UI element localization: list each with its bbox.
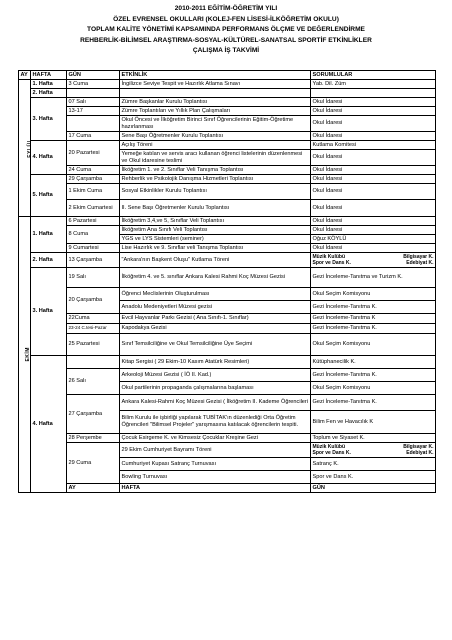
responsible-cell: Toplum ve Siyaset K.	[311, 434, 436, 443]
activity-cell: Sene Başı Öğretmenler Kurulu Toplantısı	[120, 132, 311, 141]
week-label: 1. Hafta	[31, 80, 67, 89]
responsible-cell: Okul İdaresi	[311, 166, 436, 175]
day-cell: 8 Cuma	[67, 226, 120, 244]
responsible-cell: Okul Seçim Komisyonu	[311, 288, 436, 301]
header-sorumlular: SORUMLULAR	[311, 71, 436, 80]
responsible-line-d: Edebiyat K.	[406, 260, 434, 266]
responsible-cell: Okul İdaresi	[311, 116, 436, 132]
responsible-cell: Satranç K.	[311, 458, 436, 471]
responsible-cell: Okul İdaresi	[311, 150, 436, 166]
responsible-line-a: Müzik Kulübü	[312, 444, 345, 450]
responsible-cell: Gezi İnceleme-Tanıtma K	[311, 314, 436, 324]
table-row	[19, 98, 436, 107]
activity-cell: Okul Öncesi ve İlköğretim Birinci Sınıf Öğrencilerinin Eğitim-Öğretime hazırlanması	[120, 116, 311, 132]
responsible-line-b: Bilgisayar K.	[403, 254, 434, 260]
table-row	[19, 217, 436, 226]
activity-cell: Bilim Kurulu ile işbirliği yapılarak TUBİTAK'ın düzenlediği Orta Öğretim Öğrencileri "Bilimsel Projeler" yarışmasına katılacak öğrencilerin tespiti.	[120, 411, 311, 434]
activity-cell: Sosyal Etkinlikler Kurulu Toplantısı	[120, 184, 311, 200]
week-label: 4. Hafta	[31, 141, 67, 175]
table-row	[19, 244, 436, 253]
table-row	[19, 89, 436, 98]
day-cell	[67, 116, 120, 132]
header-etkinlik: ETKİNLİK	[120, 71, 311, 80]
activity-cell: Öğrenci Meclislerinin Oluşturulması	[120, 288, 311, 301]
activity-cell: Okul partilerinin propaganda çalışmalarına başlaması	[120, 382, 311, 395]
responsible-cell: Okul İdaresi	[311, 184, 436, 200]
activity-cell: Çocuk Esirgeme K. ve Kimsesiz Çocuklar Kreşine Gezi	[120, 434, 311, 443]
table-row	[19, 268, 436, 288]
week-label: 5. Hafta	[31, 175, 67, 217]
week-label: 2. Hafta	[31, 89, 67, 98]
table-row	[19, 166, 436, 175]
responsible-cell	[311, 443, 436, 458]
day-cell: 26 Salı	[67, 369, 120, 395]
responsible-cell: Kutlama Komitesi	[311, 141, 436, 150]
responsible-cell: Gezi İnceleme-Tanıtma K.	[311, 395, 436, 411]
responsible-cell: Okul İdaresi	[311, 200, 436, 217]
activity-cell: Arkeoloji Müzesi Gezisi ( İÖ II. Kad.)	[120, 369, 311, 382]
week-label: 2. Hafta	[31, 253, 67, 268]
schedule-table	[18, 70, 436, 493]
header-hafta: HAFTA	[31, 71, 67, 80]
responsible-cell: Okul Seçim Komisyonu	[311, 334, 436, 356]
activity-cell: Zümre Toplantıları ve Yıllık Plan Çalışmaları	[120, 107, 311, 116]
day-cell: 19 Salı	[67, 268, 120, 288]
table-row	[19, 253, 436, 268]
activity-cell: 29 Ekim Cumhuriyet Bayramı Töreni	[120, 443, 311, 458]
activity-cell: Zümre Başkanlar Kurulu Toplantısı	[120, 98, 311, 107]
responsible-cell: Yab. Dil. Züm	[311, 80, 436, 89]
title-line-2: ÖZEL EVRENSEL OKULLARI (KOLEJ-FEN LİSESİ-İLKÖĞRETİM OKULU)	[113, 15, 339, 23]
activity-cell: Rehberlik ve Psikolojik Danışma Hizmetleri Toplantısı	[120, 175, 311, 184]
table-row	[19, 443, 436, 458]
activity-cell: İngilizce Seviye Tespit ve Hazırlık Atlama Sınavı	[120, 80, 311, 89]
day-cell: 1 Ekim Cuma	[67, 184, 120, 200]
footer-gun: GÜN	[311, 484, 436, 493]
day-cell: 9 Cumartesi	[67, 244, 120, 253]
week-label: 1. Hafta	[31, 217, 67, 253]
table-row	[19, 324, 436, 334]
day-cell	[67, 356, 120, 369]
activity-cell: Yemeğe katılan ve servis aracı kullanan öğrenci listelerinin düzenlenmesi ve Okul idaresine teslimi	[120, 150, 311, 166]
table-row	[19, 141, 436, 150]
activity-cell: YGS ve LYS Sistemleri (seminer)	[120, 235, 311, 244]
footer-hafta: HAFTA	[120, 484, 311, 493]
header-ay: AY	[19, 71, 31, 80]
activity-cell: İlköğretim 1. ve 2. Sınıflar Veli Tanışma Toplantısı	[120, 166, 311, 175]
table-row	[19, 395, 436, 411]
responsible-line-c: Spor ve Dans K.	[312, 450, 351, 456]
responsible-cell: Bilim Fen ve Havacılık K	[311, 411, 436, 434]
activity-cell: Cumhuriyet Kupası Satranç Turnuvası	[120, 458, 311, 471]
responsible-cell: Kütüphanecilik K.	[311, 356, 436, 369]
activity-cell: Açılış Töreni	[120, 141, 311, 150]
activity-cell: II. Sene Başı Öğretmenler Kurulu Toplantısı	[120, 200, 311, 217]
activity-cell: İlköğretim Ana Sınıfı Veli Toplantısı	[120, 226, 311, 235]
table-row	[19, 356, 436, 369]
day-cell: 3 Cuma	[67, 80, 120, 89]
day-cell: 29 Çarşamba	[67, 175, 120, 184]
day-cell: 13 Çarşamba	[67, 253, 120, 268]
footer-ay: AY	[67, 484, 120, 493]
table-row	[19, 175, 436, 184]
table-row	[19, 116, 436, 132]
table-row	[19, 288, 436, 301]
activity-cell: Anadolu Medeniyetleri Müzesi gezisi	[120, 301, 311, 314]
day-cell	[67, 89, 120, 98]
day-cell: 25 Pazartesi	[67, 334, 120, 356]
day-cell: 07 Salı	[67, 98, 120, 107]
responsible-cell: Gezi İnceleme-Tanıtma ve Turizm K.	[311, 268, 436, 288]
responsible-cell	[311, 253, 436, 268]
activity-cell: Evcil Hayvanlar Parkı Gezisi ( Ana Sınıfı-1. Sınıflar)	[120, 314, 311, 324]
activity-cell: İlköğretim 3,4,ve 5, Sınıflar Veli Toplantısı	[120, 217, 311, 226]
table-row	[19, 434, 436, 443]
day-cell: 20 Çarşamba	[67, 288, 120, 314]
day-cell: 24 Cuma	[67, 166, 120, 175]
day-cell: 17 Cuma	[67, 132, 120, 141]
table-row	[19, 107, 436, 116]
title-line-3: TOPLAM KALİTE YÖNETİMİ KAPSAMINDA PERFORMANS ÖLÇME VE DEĞERLENDİRME	[87, 26, 365, 33]
responsible-cell: Okul Seçim Komisyonu	[311, 382, 436, 395]
page-titles	[0, 0, 452, 57]
day-cell: 6 Pazartesi	[67, 217, 120, 226]
responsible-cell: Okul İdaresi	[311, 98, 436, 107]
day-cell: 28 Perşembe	[67, 434, 120, 443]
week-label: 3. Hafta	[31, 98, 67, 141]
responsible-cell: Okul İdaresi	[311, 244, 436, 253]
responsible-line-a: Müzik Kulübü	[312, 254, 345, 260]
month-ekim: EKİM	[19, 217, 31, 493]
table-row	[19, 314, 436, 324]
activity-cell: İlköğretim 4. ve 5. sınıflar Ankara Kalesi Rahmi Koç Müzesi Gezisi	[120, 268, 311, 288]
activity-cell: "Ankara'nın Başkent Oluşu" Kutlama Töreni	[120, 253, 311, 268]
header-gun: GÜN	[67, 71, 120, 80]
title-line-1: 2010-2011 EĞİTİM-ÖĞRETİM YILI	[174, 5, 278, 12]
table-row	[19, 200, 436, 217]
responsible-cell: Okul İdaresi	[311, 107, 436, 116]
responsible-cell: Okul İdaresi	[311, 226, 436, 235]
activity-cell: Sınıf Temsilciliğine ve Okul Temsilciliğine Üye Seçimi	[120, 334, 311, 356]
activity-cell: Ankara Kalesi-Rahmi Koç Müzesi Gezisi ( İlköğretim II. Kademe Öğrencileri	[120, 395, 311, 411]
week-label: 4. Hafta	[31, 356, 67, 493]
month-eylul: EYLÜL	[19, 80, 31, 217]
responsible-line-d: Edebiyat K.	[406, 450, 434, 456]
activity-cell: Kitap Sergisi ( 29 Ekim-10 Kasım Atatürk Resimleri)	[120, 356, 311, 369]
responsible-line-b: Bilgisayar K.	[403, 444, 434, 450]
activity-cell	[120, 89, 311, 98]
responsible-cell: Okul İdaresi	[311, 175, 436, 184]
responsible-cell: Gezi İnceleme-Tanıtma K.	[311, 301, 436, 314]
week-label: 3. Hafta	[31, 268, 67, 356]
responsible-line-c: Spor ve Dans K.	[312, 260, 351, 266]
day-cell: 23-24 C.tesi-Pazar	[67, 324, 120, 334]
table-row	[19, 184, 436, 200]
day-cell: 22Cuma	[67, 314, 120, 324]
table-footer-row	[19, 484, 436, 493]
table-row	[19, 369, 436, 382]
responsible-cell: Gezi İnceleme-Tanıtma K.	[311, 324, 436, 334]
activity-cell: Bowling Turnuvası	[120, 471, 311, 484]
responsible-cell: Okul İdaresi	[311, 132, 436, 141]
table-row	[19, 80, 436, 89]
table-row	[19, 132, 436, 141]
day-cell: 2 Ekim Cumartesi	[67, 200, 120, 217]
table-row	[19, 334, 436, 356]
responsible-cell: Gezi İnceleme-Tanıtma K.	[311, 369, 436, 382]
title-line-4: REHBERLİK-BİLİMSEL ARAŞTIRMA-SOSYAL-KÜLTÜREL-SANATSAL SPORTİF ETKİNLİKLER	[80, 36, 372, 44]
responsible-cell: Oğuz KÖYLÜ	[311, 235, 436, 244]
table-row	[19, 226, 436, 235]
activity-cell: Lise Hazırlık ve 9. Sınıflar veli Tanışma Toplantısı	[120, 244, 311, 253]
title-line-5: ÇALIŞMA İŞ TAKVİMİ	[192, 47, 260, 54]
activity-cell: Kapodakya Gezisi	[120, 324, 311, 334]
day-cell: 20 Pazartesi	[67, 141, 120, 166]
day-cell: 29 Cuma	[67, 443, 120, 484]
day-cell: 13-17	[67, 107, 120, 116]
responsible-cell: Okul İdaresi	[311, 217, 436, 226]
table-header-row	[19, 71, 436, 80]
day-cell: 27 Çarşamba	[67, 395, 120, 434]
responsible-cell	[311, 89, 436, 98]
responsible-cell: Spor ve Dans K.	[311, 471, 436, 484]
